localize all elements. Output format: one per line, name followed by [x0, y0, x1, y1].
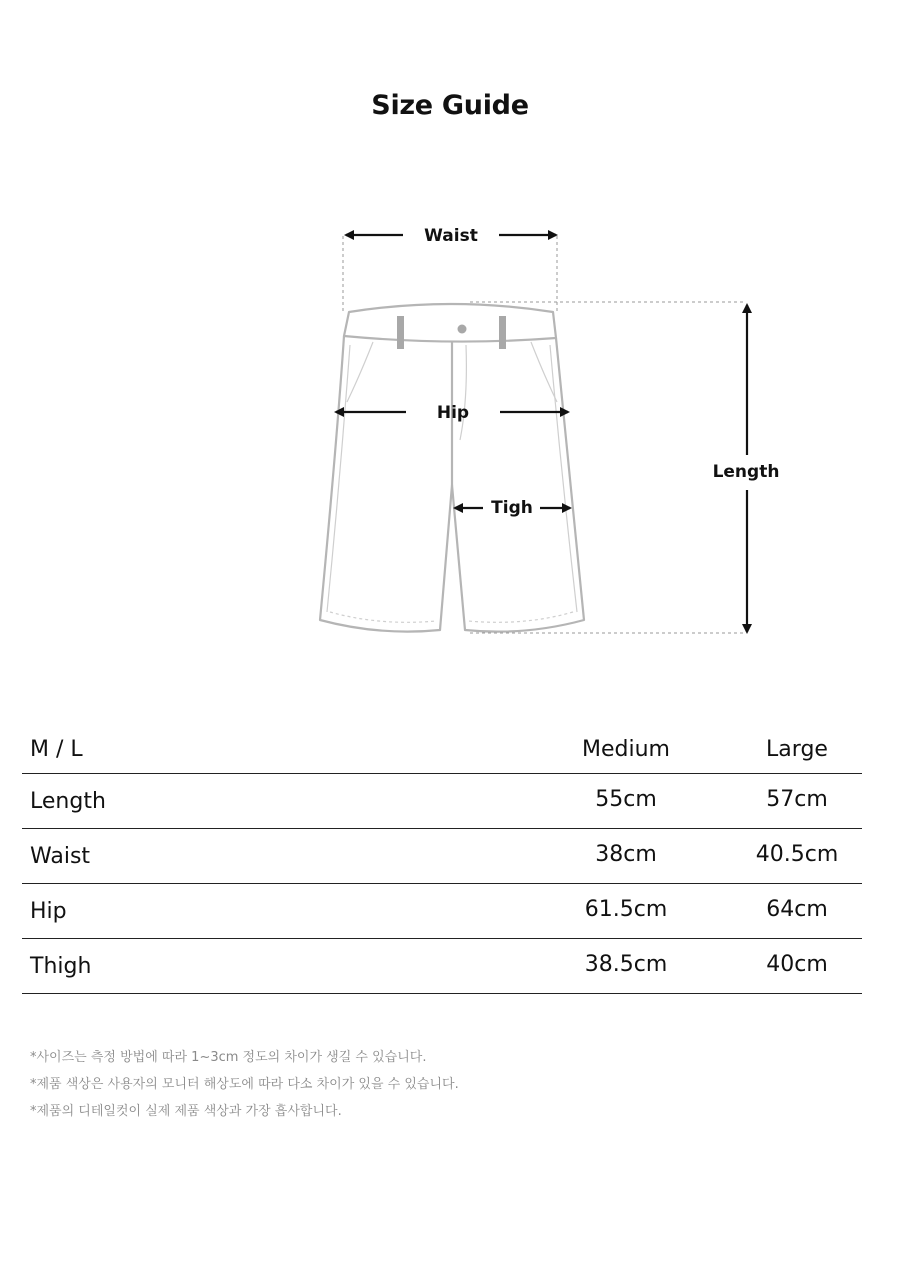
- page-title: Size Guide: [371, 90, 529, 121]
- row-label: Hip: [30, 899, 67, 924]
- note-measurement: *사이즈는 측정 방법에 따라 1~3cm 정도의 차이가 생길 수 있습니다.: [30, 1050, 427, 1065]
- shorts-outline: [320, 304, 584, 632]
- medium-value: 38cm: [595, 842, 657, 867]
- medium-value: 61.5cm: [584, 897, 668, 922]
- table-row: [22, 939, 862, 994]
- row-label: Thigh: [30, 954, 92, 979]
- row-label: Waist: [30, 844, 91, 869]
- large-value: 40.5cm: [755, 842, 839, 867]
- belt-loop-right: [499, 316, 506, 349]
- thigh-label: Tigh: [491, 498, 533, 518]
- waist-label: Waist: [424, 226, 478, 246]
- length-label: Length: [712, 462, 780, 482]
- belt-loop-left: [397, 316, 404, 349]
- row-label: Length: [30, 789, 106, 814]
- large-value: 40cm: [766, 952, 828, 977]
- guide-lines: [343, 236, 745, 633]
- size-notes: [30, 1048, 459, 1129]
- table-row: [22, 774, 862, 829]
- measurement-arrows: [336, 235, 747, 632]
- medium-value: 38.5cm: [584, 952, 668, 977]
- size-table: [22, 728, 862, 994]
- header-size-label: M / L: [30, 737, 83, 762]
- table-header-row: [22, 728, 862, 774]
- table-row: [22, 884, 862, 939]
- large-value: 64cm: [766, 897, 828, 922]
- waist-button: [458, 325, 467, 334]
- note-detail-cut: *제품의 디테일컷이 실제 제품 색상과 가장 흡사합니다.: [30, 1104, 342, 1119]
- table-row: [22, 829, 862, 884]
- medium-value: 55cm: [595, 787, 657, 812]
- note-color-monitor: *제품 색상은 사용자의 모니터 해상도에 따라 다소 차이가 있을 수 있습니다.: [30, 1077, 459, 1092]
- large-value: 57cm: [766, 787, 828, 812]
- header-medium: Medium: [582, 737, 670, 762]
- hip-label: Hip: [436, 403, 470, 423]
- header-large: Large: [766, 737, 828, 762]
